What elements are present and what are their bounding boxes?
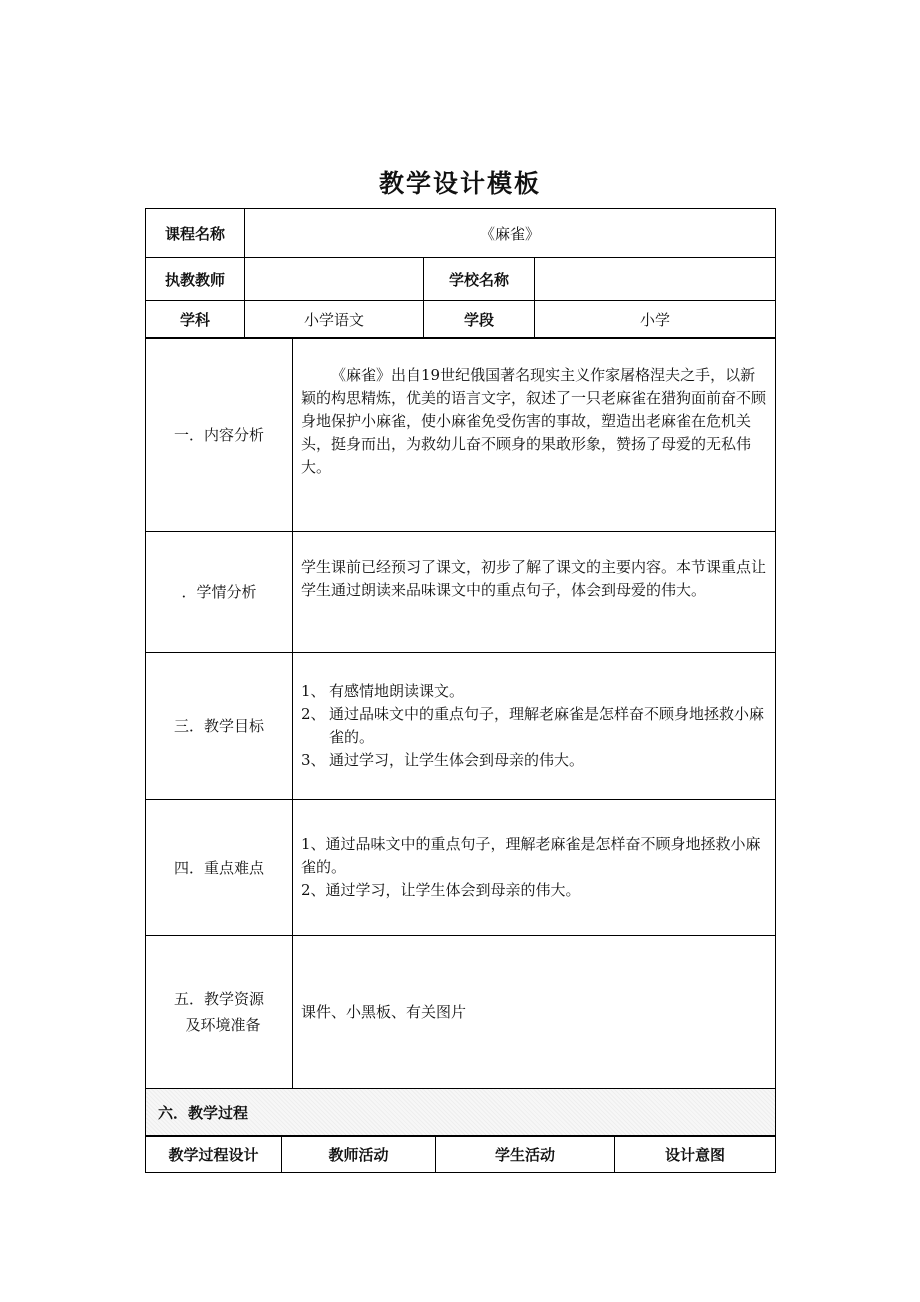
key-point-item: 2、通过学习，让学生体会到母亲的伟大。 [301,881,581,899]
content-analysis-text: 《麻雀》出自19世纪俄国著名现实主义作家屠格涅夫之手，以新颖的构思精炼，优美的语言文字，叙述了一只老麻雀在猎狗面前奋不顾身地保护小麻雀，使小麻雀免受伤害的事故，塑造出老麻雀在危机关头，挺身而出，为救幼儿奋不顾身的果敢形象，赞扬了母爱的无私伟大。 [301,366,767,476]
stage-value: 小学 [535,301,776,339]
key-points-cell [293,800,776,936]
subject-value: 小学语文 [245,301,424,339]
resources-label: 五．教学资源 及环境准备 [146,936,293,1089]
teaching-process-row [146,1089,776,1136]
resources-text: 课件、小黑板、有关图片 [301,1002,467,1021]
process-column-header: 教师活动 [282,1137,436,1173]
teaching-goals-cell [293,653,776,800]
content-analysis-cell [293,338,776,532]
goal-item: 3、 通过学习，让学生体会到母亲的伟大。 [301,751,585,769]
content-analysis-row [146,338,776,532]
key-points-label: 四．重点难点 [146,800,293,936]
teacher-value [245,258,424,301]
learner-analysis-label: ．学情分析 [146,532,293,653]
school-value [535,258,776,301]
process-columns-table [145,1136,775,1173]
key-point-item: 1、通过品味文中的重点句子，理解老麻雀是怎样奋不顾身地拯救小麻雀的。 [301,835,761,876]
subject-label: 学科 [146,301,245,339]
teaching-process-label: 六．教学过程 [146,1089,776,1136]
course-name-value: 《麻雀》 [245,209,776,258]
course-name-label: 课程名称 [146,209,245,258]
goal-item: 1、 有感情地朗读课文。 [301,682,465,700]
teacher-label: 执教教师 [146,258,245,301]
stage-label: 学段 [424,301,535,339]
learner-analysis-cell [293,532,776,653]
key-points-row [146,800,776,936]
teaching-goals-row [146,653,776,800]
teaching-goals-label: 三．教学目标 [146,653,293,800]
resources-cell [293,936,776,1089]
process-column-header: 学生活动 [436,1137,615,1173]
page-title: 教学设计模板 [378,169,541,198]
header-info-table [145,208,775,339]
goal-item: 2、 通过品味文中的重点句子，理解老麻雀是怎样奋不顾身地拯救小麻雀的。 [301,705,765,746]
process-column-header: 设计意图 [615,1137,776,1173]
sections-table [145,337,775,1136]
content-analysis-label: 一．内容分析 [146,338,293,532]
learner-analysis-row [146,532,776,653]
resources-row [146,936,776,1089]
learner-analysis-text: 学生课前已经预习了课文，初步了解了课文的主要内容。本节课重点让学生通过朗读来品味课文中的重点句子，体会到母爱的伟大。 [301,558,767,599]
school-label: 学校名称 [424,258,535,301]
process-column-header: 教学过程设计 [146,1137,282,1173]
